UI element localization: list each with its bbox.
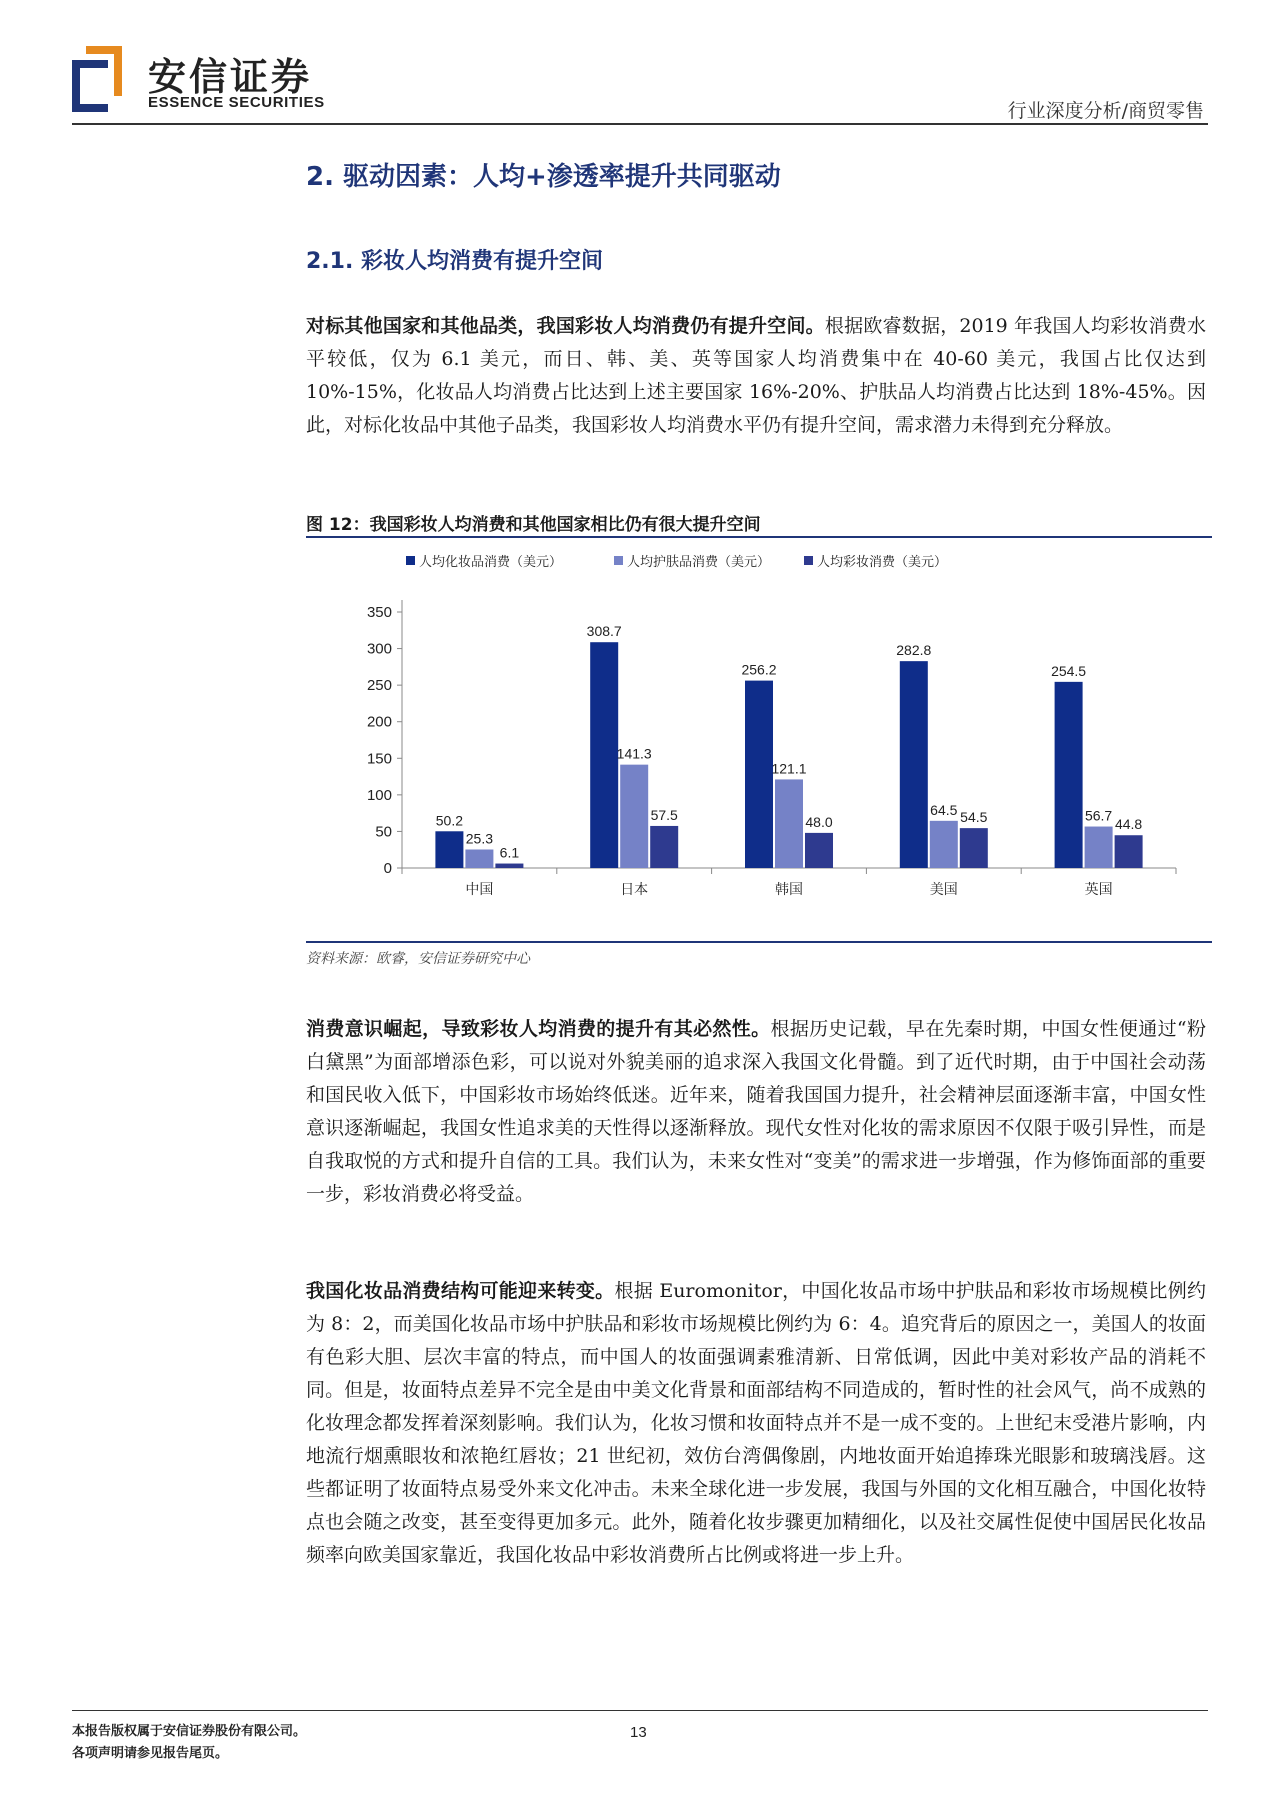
logo-text-en: ESSENCE SECURITIES <box>148 94 325 111</box>
x-category-label: 英国 <box>1084 881 1113 897</box>
bar-2-0 <box>495 864 523 868</box>
paragraph-1 <box>306 310 1206 442</box>
paragraph-1-body: 根据欧睿数据，2019 年我国人均彩妆消费水平较低，仅为 6.1 美元，而日、韩、美、英等国家人均消费集中在 40-60 美元，我国占比仅达到 10%-15%，化妆品人均消费占比达到上述主要国家 16%-20%、护肤品人均消费占比达到 18%-45%。因此，对标化妆品中其他子品类，我国彩妆人均消费水平仍有提升空间，需求潜力未得到充分释放。 <box>306 315 1206 436</box>
bar-0-2 <box>745 681 773 868</box>
bar-1-1 <box>620 765 648 868</box>
footer-divider <box>72 1710 1208 1711</box>
legend-swatch-0 <box>406 556 415 565</box>
y-tick-label: 200 <box>366 713 392 731</box>
y-tick-label: 300 <box>366 640 392 658</box>
bar-value-label: 308.7 <box>586 623 622 640</box>
paragraph-1-lead: 对标其他国家和其他品类，我国彩妆人均消费仍有提升空间。 <box>306 315 825 337</box>
paragraph-2-body: 根据历史记载，早在先秦时期，中国女性便通过“粉白黛黑”为面部增添色彩，可以说对外貌美丽的追求深入我国文化骨髓。到了近代时期，由于中国社会动荡和国民收入低下，中国彩妆市场始终低迷。近年来，随着我国国力提升，社会精神层面逐渐丰富，中国女性意识逐渐崛起，我国女性追求美的天性得以逐渐释放。现代女性对化妆的需求原因不仅限于吸引异性，而是自我取悦的方式和提升自信的工具。我们认为，未来女性对“变美”的需求进一步增强，作为修饰面部的重要一步，彩妆消费必将受益。 <box>306 1018 1206 1205</box>
footer-disclaimer: 各项声明请参见报告尾页。 <box>72 1746 229 1761</box>
bar-2-4 <box>1115 835 1143 868</box>
bar-value-label: 282.8 <box>896 642 932 659</box>
figure-bottom-rule <box>306 941 1212 943</box>
bar-0-3 <box>900 661 928 868</box>
y-tick-label: 50 <box>375 823 392 841</box>
bar-0-4 <box>1055 682 1083 868</box>
footer-copyright: 本报告版权属于安信证券股份有限公司。 <box>72 1724 307 1739</box>
y-tick-label: 250 <box>366 677 392 695</box>
legend-swatch-1 <box>614 556 623 565</box>
section-title: 2. 驱动因素：人均+渗透率提升共同驱动 <box>306 162 781 192</box>
legend-swatch-2 <box>804 556 813 565</box>
paragraph-3 <box>306 1275 1206 1572</box>
bar-1-2 <box>775 779 803 868</box>
y-tick-label: 100 <box>366 786 392 804</box>
bar-value-label: 25.3 <box>465 830 494 847</box>
bar-value-label: 256.2 <box>741 661 777 678</box>
x-category-label: 美国 <box>929 881 958 897</box>
bar-1-0 <box>465 849 493 868</box>
legend-label-1: 人均护肤品消费（美元） <box>627 554 771 569</box>
legend-label-0: 人均化妆品消费（美元） <box>419 554 563 569</box>
x-category-label: 中国 <box>465 881 494 897</box>
y-tick-label: 350 <box>366 604 392 621</box>
x-category-label: 日本 <box>620 881 649 897</box>
paragraph-2 <box>306 1013 1206 1211</box>
legend-label-2: 人均彩妆消费（美元） <box>817 554 948 569</box>
figure-top-rule <box>306 536 1212 538</box>
bar-1-3 <box>930 821 958 868</box>
bar-0-0 <box>435 831 463 868</box>
bar-value-label: 6.1 <box>499 844 520 861</box>
paragraph-2-lead: 消费意识崛起，导致彩妆人均消费的提升有其必然性。 <box>306 1018 771 1040</box>
paragraph-3-body: 根据 Euromonitor，中国化妆品市场中护肤品和彩妆市场规模比例约为 8：2，而美国化妆品市场中护肤品和彩妆市场规模比例约为 6：4。追究背后的原因之一，美国人的妆面有色彩大胆、层次丰富的特点，而中国人的妆面强调素雅清新、日常低调，因此中美对彩妆产品的消耗不同。但是，妆面特点差异不完全是由中美文化背景和面部结构不同造成的，暂时性的社会风气，尚不成熟的化妆理念都发挥着深刻影响。我们认为，化妆习惯和妆面特点并不是一成不变的。上世纪末受港片影响，内地流行烟熏眼妆和浓艳红唇妆；21 世纪初，效仿台湾偶像剧，内地妆面开始追捧珠光眼影和玻璃浅唇。这些都证明了妆面特点易受外来文化冲击。未来全球化进一步发展，我国与外国的文化相互融合，中国化妆特点也会随之改变，甚至变得更加多元。此外，随着化妆步骤更加精细化，以及社交属性促使中国居民化妆品频率向欧美国家靠近，我国化妆品中彩妆消费所占比例或将进一步上升。 <box>306 1280 1206 1566</box>
bar-1-4 <box>1085 827 1113 868</box>
logo-text-cn: 安信证券 <box>148 55 313 99</box>
paragraph-3-lead: 我国化妆品消费结构可能迎来转变。 <box>306 1280 615 1302</box>
bar-value-label: 141.3 <box>616 745 652 762</box>
report-category: 行业深度分析/商贸零售 <box>1007 100 1204 122</box>
bar-value-label: 44.8 <box>1114 816 1143 833</box>
x-category-label: 韩国 <box>775 881 803 897</box>
bar-value-label: 64.5 <box>930 801 958 818</box>
bar-2-1 <box>650 826 678 868</box>
bar-value-label: 50.2 <box>435 812 464 829</box>
logo-icon <box>72 46 122 112</box>
figure-source: 资料来源：欧睿，安信证券研究中心 <box>306 951 530 967</box>
y-tick-label: 150 <box>366 750 392 768</box>
bar-2-2 <box>805 833 833 868</box>
bar-0-1 <box>590 642 618 868</box>
bar-value-label: 57.5 <box>650 806 678 823</box>
bar-value-label: 254.5 <box>1051 662 1087 679</box>
bar-chart <box>306 548 1212 938</box>
bar-value-label: 121.1 <box>771 760 807 777</box>
header-divider <box>72 123 1208 125</box>
bar-value-label: 54.5 <box>960 809 988 826</box>
bar-value-label: 48.0 <box>805 813 833 830</box>
bar-2-3 <box>960 828 988 868</box>
page-number: 13 <box>630 1724 647 1741</box>
bar-value-label: 56.7 <box>1084 807 1113 824</box>
figure-title: 图 12：我国彩妆人均消费和其他国家相比仍有很大提升空间 <box>306 515 761 535</box>
subsection-title: 2.1. 彩妆人均消费有提升空间 <box>306 249 603 274</box>
y-tick-label: 0 <box>383 860 392 877</box>
